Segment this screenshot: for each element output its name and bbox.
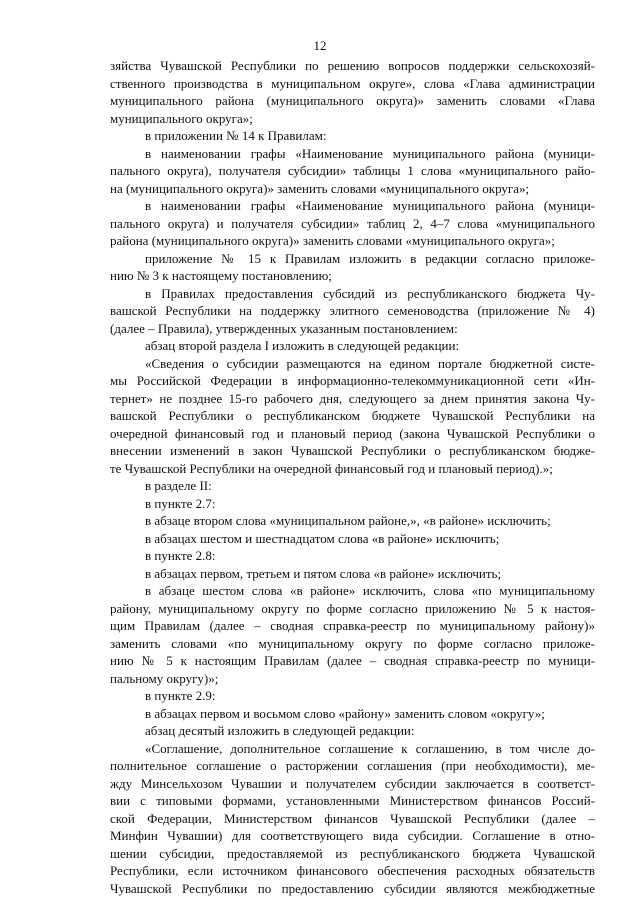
page-number: 12 — [313, 38, 327, 53]
text-line: в разделе II: — [145, 478, 212, 493]
text-line: пального округа), получателя субсидии» таблицы 1 слова «муниципального райо- — [110, 163, 595, 178]
text-line: ской Федерации, Министерством финансов Чувашской Республики (далее – — [110, 810, 595, 826]
text-line: пальному округу)»; — [110, 670, 219, 686]
text-line: нию № 3 к настоящему постановлению; — [110, 268, 332, 283]
text-line: вашской Республики на поддержку элитного семеноводства (приложение № 4) — [110, 303, 595, 318]
text-line: полнительное соглашение о расторжении соглашения (при необходимости), ме- — [110, 758, 595, 773]
text-line: зяйства Чувашской Республики по решению вопросов поддержки сельскохозяй- — [110, 58, 595, 73]
text-line: внесении изменений в закон Чувашской Республики о республиканском бюдже- — [110, 443, 595, 458]
text-line: очередной финансовый год и плановый период (закона Чувашской Республики о — [110, 425, 595, 441]
text-line: в пункте 2.8: — [145, 548, 216, 563]
text-line: шении субсидии, предоставляемой из республиканского бюджета Чувашской — [110, 845, 595, 861]
text-line: «Соглашение, дополнительное соглашение к соглашению, в том числе до- — [145, 740, 595, 756]
text-line: в Правилах предоставления субсидий из республиканского бюджета Чу- — [145, 285, 595, 301]
text-line: в абзацах шестом и шестнадцатом слова «в районе» исключить; — [145, 530, 500, 546]
text-line: в пункте 2.7: — [145, 495, 216, 511]
text-line: Республики, если источником финансового обеспечения расходных обязательств — [110, 863, 595, 878]
text-line: пального округа) и получателя субсидии» таблиц 2, 4–7 слова «муниципального — [110, 215, 595, 231]
text-line: в наименовании графы «Наименование муниципального района (муници- — [145, 198, 595, 213]
text-line: района (муниципального округа)» заменить словами «муниципального округа»; — [110, 233, 555, 248]
text-line: ственного производства в муниципальном округе», слова «Глава администрации — [110, 75, 595, 91]
text-line: абзац второй раздела I изложить в следующей редакции: — [145, 338, 460, 353]
text-line: в абзаце втором слова «муниципальном районе,», «в районе» исключить; — [145, 513, 551, 528]
text-line: те Чувашской Республики на очередной финансовый год и плановый период).»; — [110, 460, 553, 476]
text-line: району, муниципальному округу по форме согласно приложению № 5 к настоя- — [110, 600, 595, 616]
text-line: на (муниципального округа)» заменить словами «муниципального округа»; — [110, 180, 530, 196]
text-line: в абзацах первом и восьмом слово «району» заменить словом «округу»; — [145, 705, 545, 721]
text-line: в абзацах первом, третьем и пятом слова «в районе» исключить; — [145, 565, 502, 581]
text-line: «Сведения о субсидии размещаются на едином портале бюджетной систе- — [145, 355, 595, 371]
text-line: муниципального округа»; — [110, 110, 253, 126]
text-line: в абзаце шестом слова «в районе» исключить, слова «по муниципальному — [145, 583, 595, 598]
text-line: вии с типовыми формами, установленными Министерством финансов Россий- — [110, 793, 595, 808]
text-line: нию № 5 к настоящим Правилам (далее – сводная справка-реестр по муници- — [110, 653, 595, 668]
text-line: Минфин Чувашии) для соответствующего вида субсидии. Соглашение в отно- — [110, 828, 595, 843]
text-line: в наименовании графы «Наименование муниципального района (муници- — [145, 145, 595, 161]
text-line: жду Минсельхозом Чувашии и получателем субсидии заключается в соответст- — [110, 775, 595, 791]
text-line: абзац десятый изложить в следующей редакции: — [145, 723, 415, 738]
text-line: Чувашской Республики по предоставлению субсидии являются межбюджетные — [110, 880, 595, 896]
text-line: заменить словами «по муниципальному округу по форме согласно приложе- — [110, 635, 595, 651]
text-line: приложение № 15 к Правилам изложить в редакции согласно приложе- — [145, 250, 595, 266]
text-line: вашской Республики о республиканском бюджете Чувашской Республики на — [110, 408, 595, 423]
text-line: в пункте 2.9: — [145, 688, 216, 703]
text-line: мы Российской Федерации в информационно-телекоммуникационной сети «Ин- — [110, 373, 595, 388]
text-line: муниципального района (муниципального округа)» заменить словами «Глава — [110, 93, 595, 108]
text-line: тернет» не позднее 15-го рабочего дня, следующего за днем принятия закона Чу- — [110, 390, 595, 406]
document-body — [110, 57, 595, 897]
text-line: щим Правилам (далее – сводная справка-реестр по муниципальному району)» — [110, 618, 595, 633]
text-line: (далее – Правила), утвержденных указанным постановлением: — [110, 320, 458, 336]
text-line: в приложении № 14 к Правилам: — [145, 128, 327, 143]
